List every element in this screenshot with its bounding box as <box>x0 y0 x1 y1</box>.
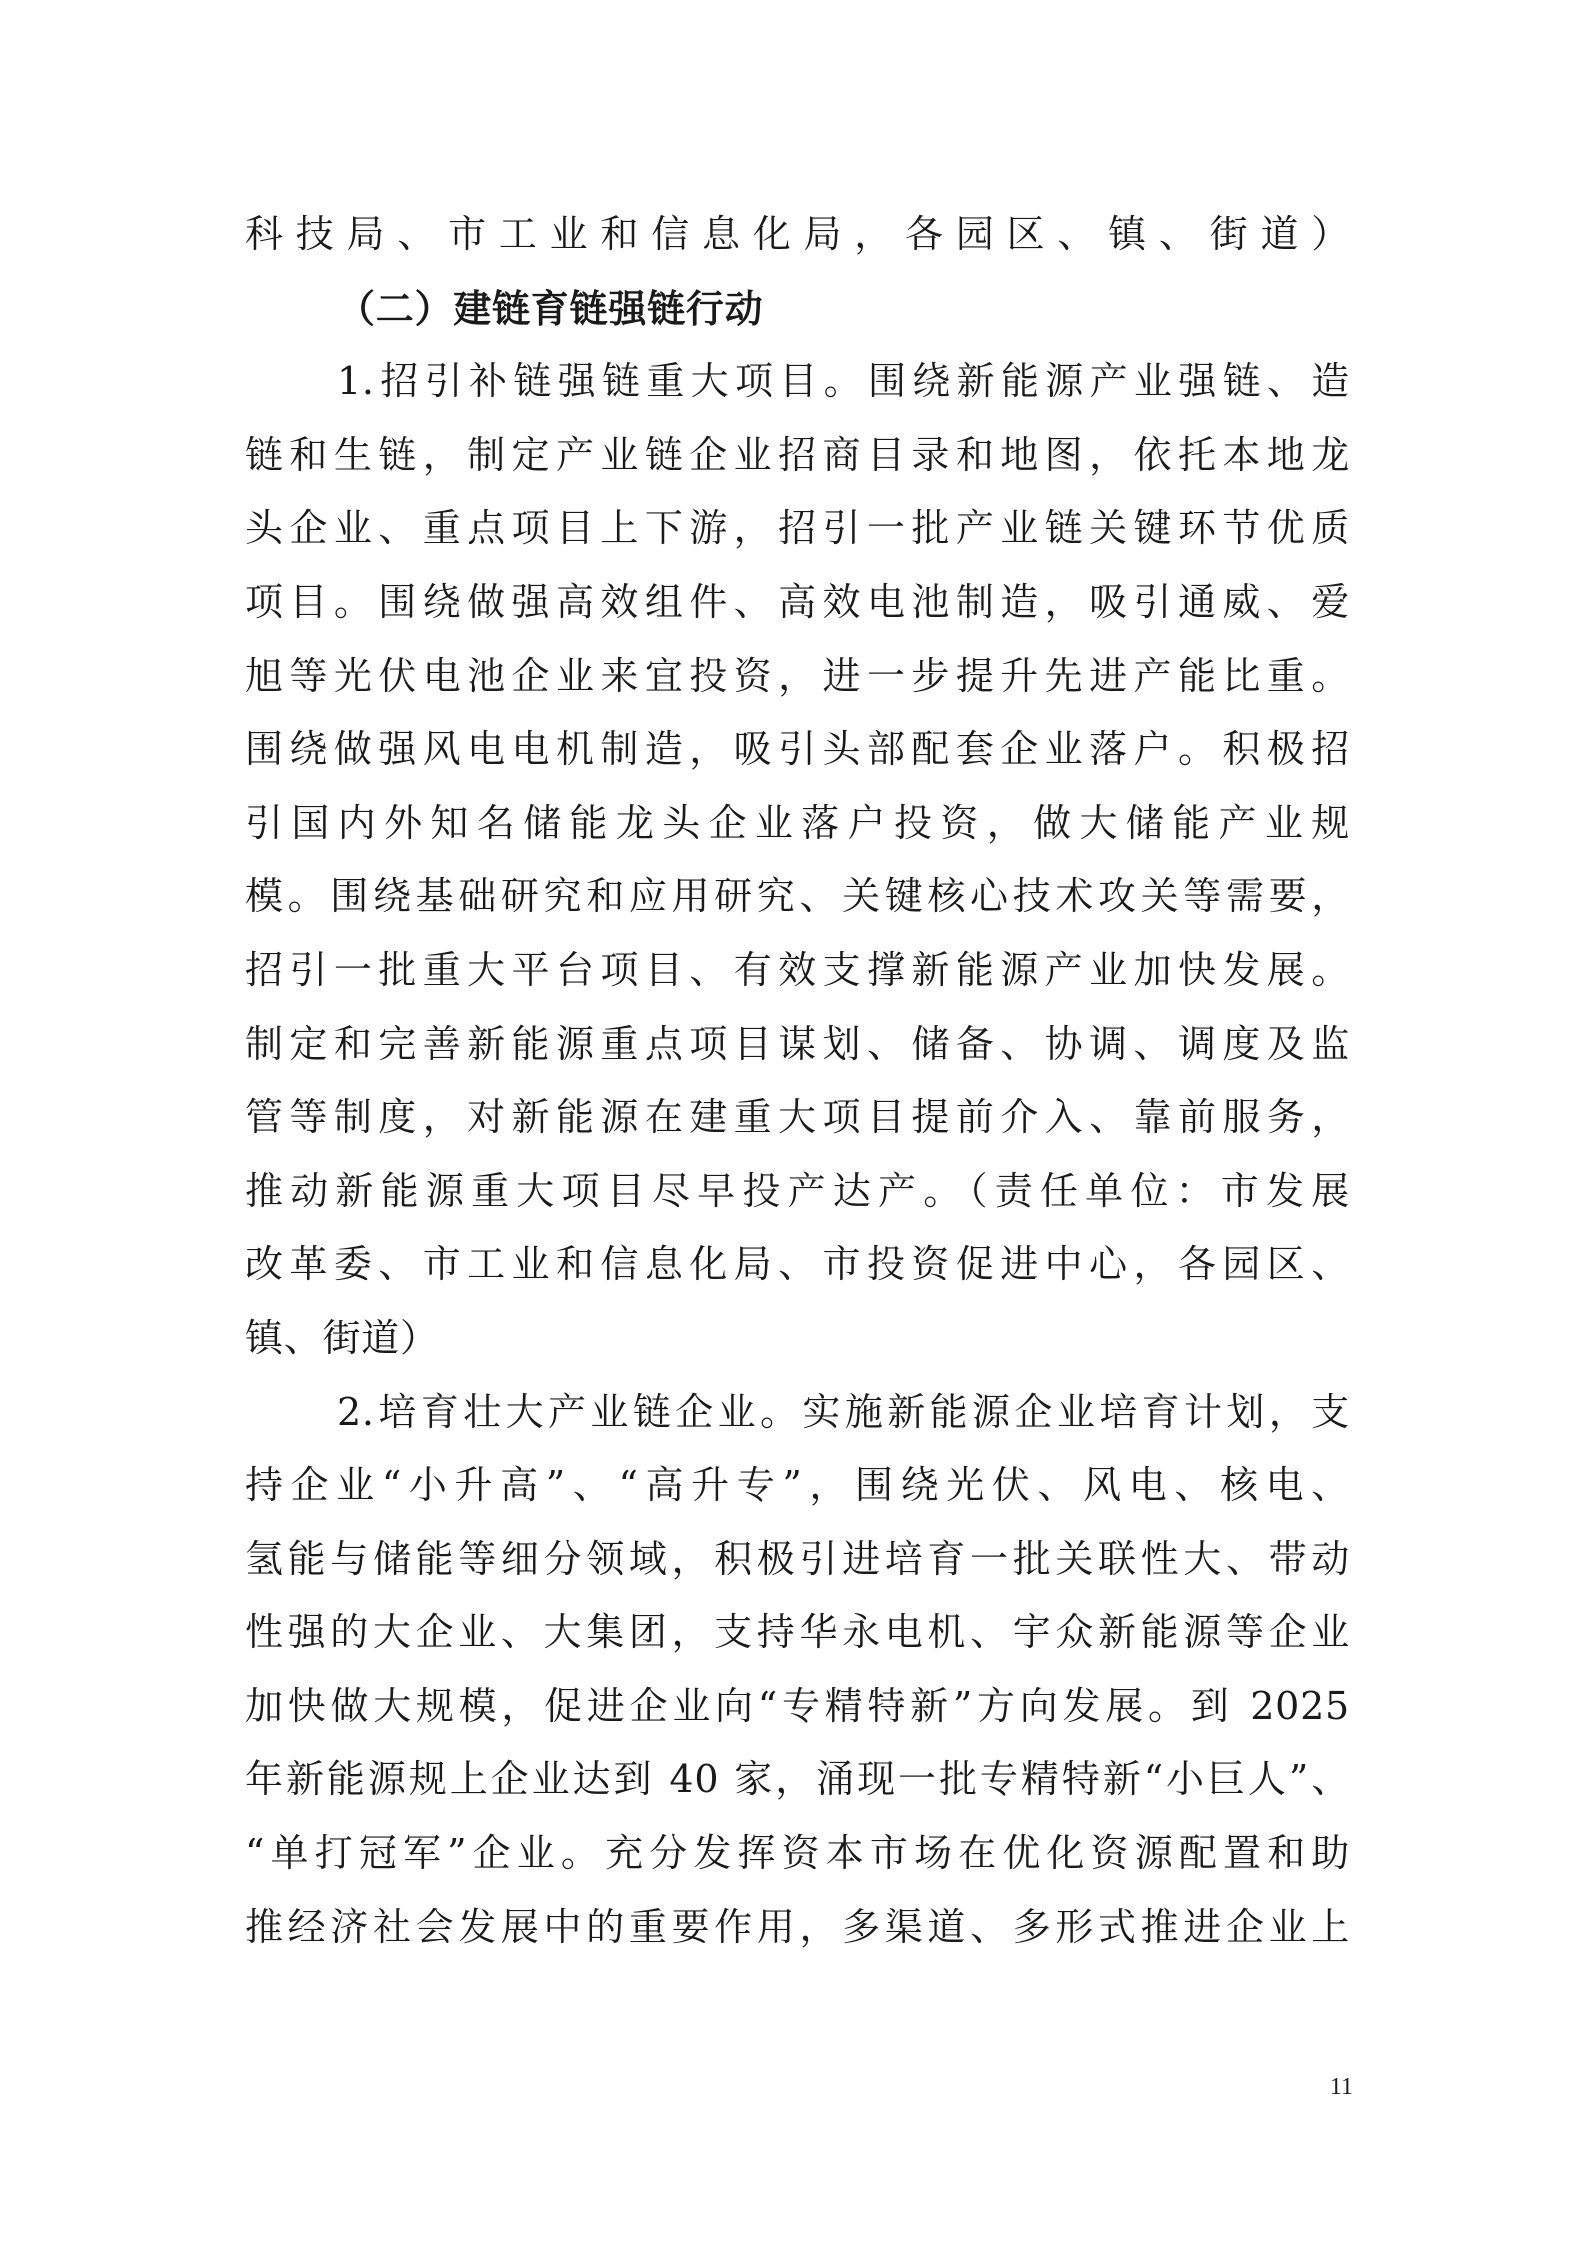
text-line: 年新能源规上企业达到 40 家，涌现一批专精特新“小巨人”、 <box>245 1757 1350 1802</box>
text-line: 管等制度，对新能源在建重大项目提前介入、靠前服务， <box>245 1095 1350 1140</box>
page-number: 11 <box>1329 2074 1353 2100</box>
text-line: 2.培育壮大产业链企业。实施新能源企业培育计划，支 <box>337 1389 1350 1434</box>
text-line: 推经济社会发展中的重要作用，多渠道、多形式推进企业上 <box>245 1904 1350 1949</box>
text-line: 头企业、重点项目上下游，招引一批产业链关键环节优质 <box>245 506 1350 551</box>
text-line: 围绕做强风电电机制造，吸引头部配套企业落户。积极招 <box>245 727 1350 772</box>
text-line: 科技局、市工业和信息化局，各园区、镇、街道） <box>245 212 1350 256</box>
text-line: 模。围绕基础研究和应用研究、关键核心技术攻关等需要， <box>245 874 1350 919</box>
text-line: 制定和完善新能源重点项目谋划、储备、协调、调度及监 <box>245 1021 1350 1066</box>
text-line: “单打冠军”企业。充分发挥资本市场在优化资源配置和助 <box>245 1831 1350 1876</box>
text-line: 旭等光伏电池企业来宜投资，进一步提升先进产能比重。 <box>245 653 1350 698</box>
text-line: 招引一批重大平台项目、有效支撑新能源产业加快发展。 <box>245 947 1350 992</box>
text-line: 氢能与储能等细分领域，积极引进培育一批关联性大、带动 <box>245 1536 1350 1581</box>
section-heading: （二）建链育链强链行动 <box>337 285 764 331</box>
text-line: 推动新能源重大项目尽早投产达产。（责任单位：市发展 <box>245 1168 1350 1213</box>
text-line: 镇、街道） <box>245 1315 439 1360</box>
text-line: 持企业“小升高”、“高升专”，围绕光伏、风电、核电、 <box>245 1463 1350 1508</box>
text-line: 改革委、市工业和信息化局、市投资促进中心，各园区、 <box>245 1242 1350 1287</box>
body-text <box>245 198 1350 1964</box>
text-line: 加快做大规模，促进企业向“专精特新”方向发展。到 2025 <box>245 1683 1350 1728</box>
text-line: 1.招引补链强链重大项目。围绕新能源产业强链、造 <box>337 359 1350 404</box>
text-line: 项目。围绕做强高效组件、高效电池制造，吸引通威、爱 <box>245 579 1350 624</box>
text-line: 链和生链，制定产业链企业招商目录和地图，依托本地龙 <box>245 432 1350 477</box>
text-line: 性强的大企业、大集团，支持华永电机、宇众新能源等企业 <box>245 1610 1350 1655</box>
text-line: 引国内外知名储能龙头企业落户投资，做大储能产业规 <box>245 800 1350 845</box>
